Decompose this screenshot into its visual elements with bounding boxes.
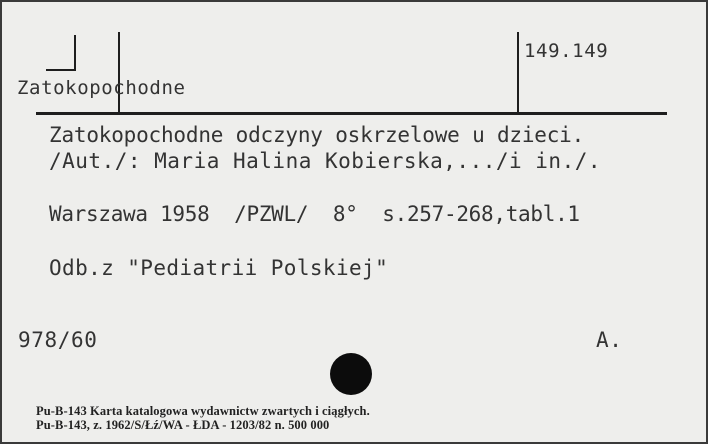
left-vertical-rule — [118, 32, 120, 114]
title-line-1: Zatokopochodne odczyny oskrzelowe u dzieci. — [49, 123, 585, 147]
offprint-note: Odb.z "Pediatrii Polskiej" — [49, 256, 389, 280]
accession-number: 978/60 — [18, 328, 98, 352]
letter-code: A. — [596, 328, 623, 352]
corner-mark-horizontal — [46, 69, 76, 71]
punch-hole — [330, 353, 372, 395]
right-vertical-rule — [517, 32, 519, 114]
printer-imprint-line-1: Pu-B-143 Karta katalogowa wydawnictw zwartych i ciągłych. — [36, 404, 370, 418]
imprint-line: Warszawa 1958 /PZWL/ 8° s.257-268,tabl.1 — [49, 202, 580, 226]
heading-rule — [36, 112, 667, 115]
subject-heading: Zatokopochodne — [17, 77, 186, 99]
call-number: 149.149 — [524, 40, 609, 62]
printer-imprint-line-2: Pu-B-143, z. 1962/S/Łź/WA - ŁDA - 1203/82 n. 500 000 — [36, 418, 330, 432]
title-line-2: /Aut./: Maria Halina Kobierska,.../i in./. — [49, 149, 602, 173]
corner-mark-vertical — [74, 35, 76, 71]
